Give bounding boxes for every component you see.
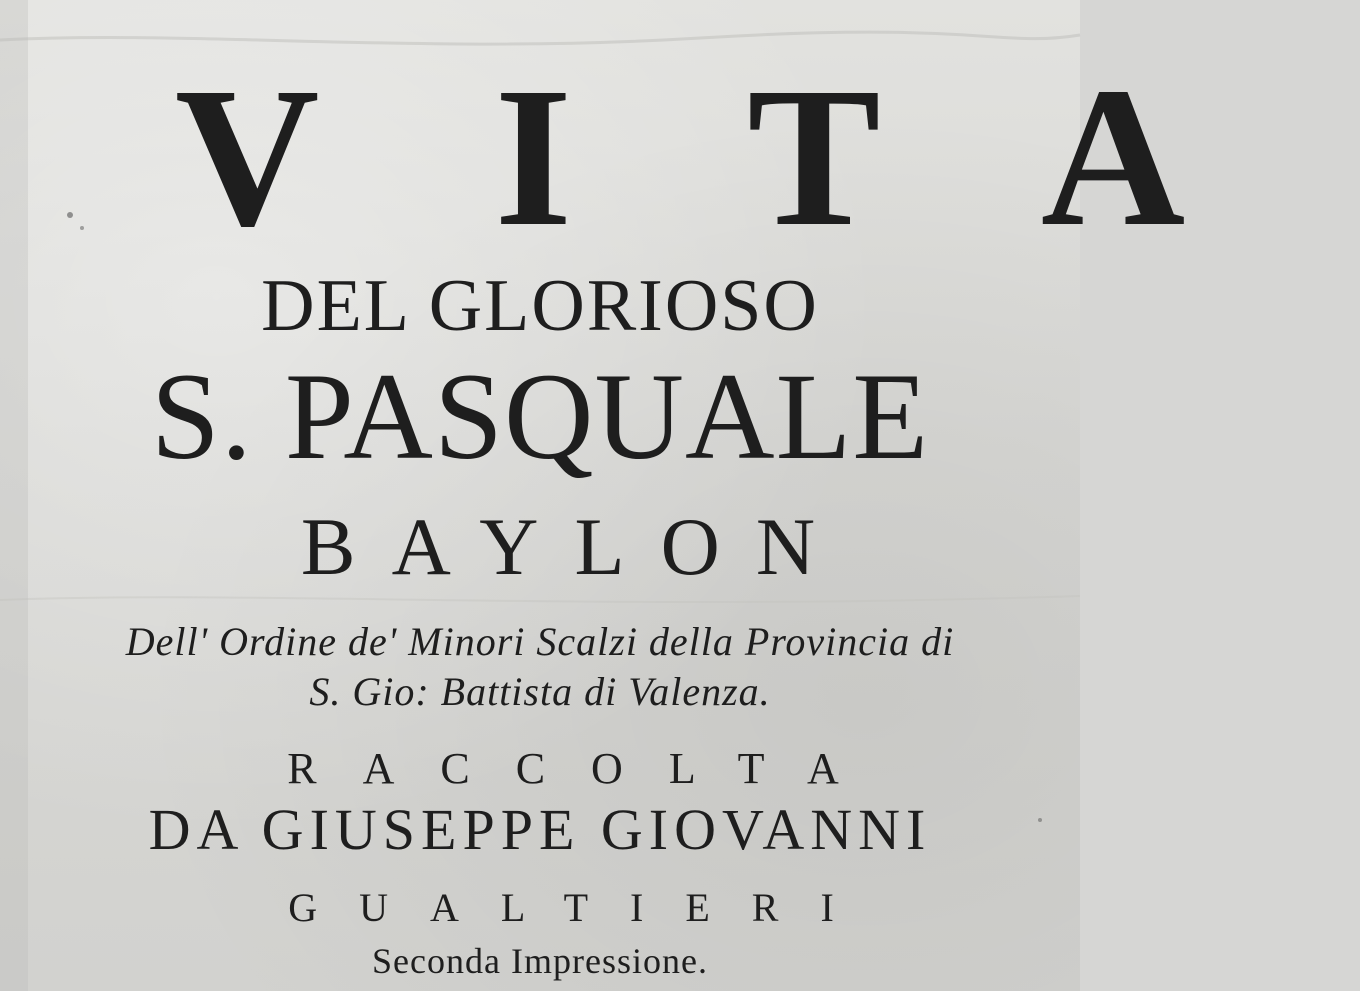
edition-note: Seconda Impressione.	[372, 941, 708, 981]
title-baylon: BAYLON	[300, 501, 852, 592]
author-given-names: DA GIUSEPPE GIOVANNI	[148, 797, 932, 862]
subtitle-province: S. Gio: Battista di Valenza.	[309, 669, 771, 714]
title-s-pasquale: S. PASQUALE	[150, 348, 930, 485]
raccolta-label: RACCOLTA	[287, 744, 885, 793]
title-vita: VITA	[175, 47, 1360, 268]
author-surname: GUALTIERI	[288, 885, 876, 930]
title-del-glorioso: DEL GLORIOSO	[261, 265, 819, 347]
subtitle-order: Dell' Ordine de' Minori Scalzi della Provincia di	[125, 619, 955, 664]
